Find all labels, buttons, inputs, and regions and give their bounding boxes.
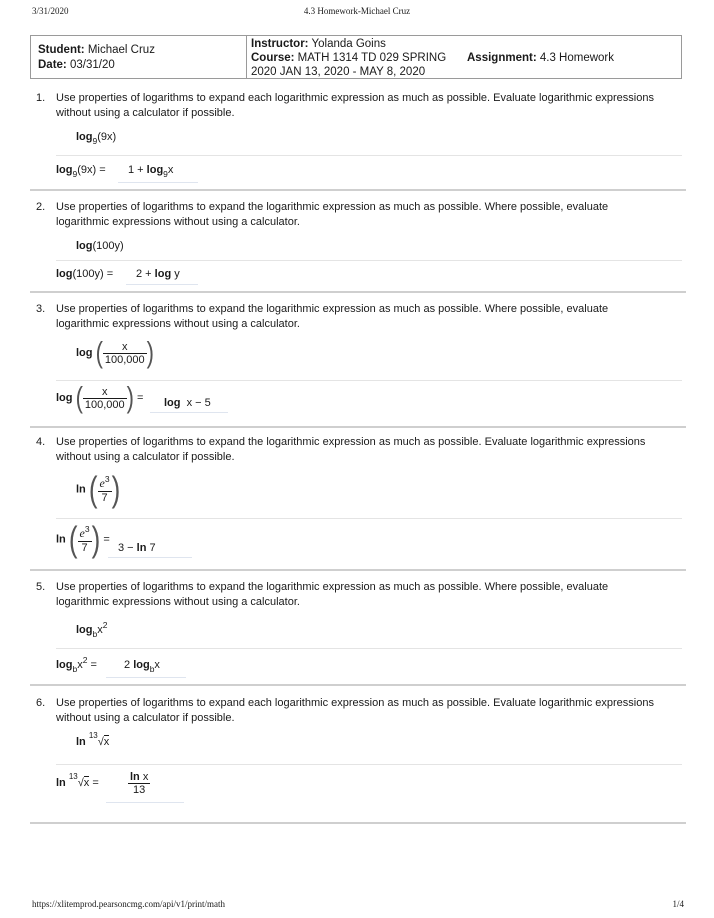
problem-expression <box>76 731 110 748</box>
answer-prompt <box>56 380 144 415</box>
log-operator: log <box>56 391 73 404</box>
right-paren: ) <box>126 380 134 415</box>
problem-expression <box>76 335 154 370</box>
problem-expression <box>76 468 121 510</box>
problem-number: 5. <box>36 581 46 593</box>
log-operator: log <box>133 659 150 671</box>
radical-sign: √ <box>97 736 104 748</box>
assignment-info-box <box>30 35 682 79</box>
print-date: 3/31/2020 <box>32 6 69 16</box>
log-base: b <box>92 629 98 639</box>
problem-instructions <box>56 302 608 332</box>
answer-prompt <box>56 655 97 674</box>
denominator: 7 <box>81 541 88 554</box>
date-row <box>38 58 115 72</box>
log-operator: log <box>146 164 164 176</box>
student-name: Michael Cruz <box>87 44 155 56</box>
fraction <box>78 523 92 554</box>
log-operator: log <box>56 659 73 671</box>
log-variable: x <box>77 659 83 671</box>
course-label: Course: <box>251 52 295 64</box>
numerator: x <box>102 385 108 398</box>
page-number: 1/4 <box>672 899 684 909</box>
answer-variable: x <box>154 659 160 671</box>
log-argument: (9x) <box>97 131 117 143</box>
problem-instructions <box>56 696 654 726</box>
problem-separator <box>30 291 686 293</box>
answer-underline <box>150 412 228 413</box>
fraction <box>103 341 147 366</box>
answer-underline <box>106 802 184 803</box>
equals-sign: = <box>103 533 110 546</box>
separator <box>56 155 682 156</box>
radicand: x <box>83 777 90 789</box>
student-row <box>38 43 155 57</box>
log-variable: x <box>97 624 103 636</box>
instructions-line: Use properties of logarithms to expand each logarithmic expression as much as possible. Evaluate logarithmic expressions <box>56 697 654 709</box>
instructions-line: without using a calculator if possible. <box>56 107 235 119</box>
problem-expression <box>76 240 124 252</box>
log-operator: log <box>76 624 93 636</box>
answer-underline <box>108 557 192 558</box>
problem-number: 2. <box>36 201 46 213</box>
log-argument: (100y) = <box>72 268 114 280</box>
answer-constant: 1 + <box>128 164 144 176</box>
log-argument: (9x) = <box>77 164 106 176</box>
denominator: 100,000 <box>84 398 125 411</box>
answer-prompt <box>56 164 106 179</box>
student-label: Student: <box>38 44 85 56</box>
answer-prompt <box>56 268 113 280</box>
problem-instructions <box>56 91 654 121</box>
problem-separator <box>30 822 686 824</box>
e-constant: e <box>99 475 105 490</box>
log-operator: log <box>76 131 93 143</box>
log-operator: log <box>56 268 73 280</box>
answer-value <box>128 771 150 796</box>
left-paren: ( <box>75 380 83 415</box>
instructions-line: without using a calculator if possible. <box>56 712 235 724</box>
answer-value <box>118 542 156 554</box>
log-operator: log <box>76 240 93 252</box>
info-divider <box>246 36 247 78</box>
problem-number: 6. <box>36 697 46 709</box>
log-base: b <box>72 664 78 674</box>
log-base: 9 <box>92 136 98 146</box>
instructions-line: Use properties of logarithms to expand the logarithmic expression as much as possible. Where possible, evaluate <box>56 581 609 593</box>
instructor-name: Yolanda Goins <box>311 38 386 50</box>
assignment-row <box>467 51 614 65</box>
answer-fraction <box>128 771 150 796</box>
separator <box>56 764 682 765</box>
instructor-label: Instructor: <box>251 38 309 50</box>
log-operator: log <box>154 268 172 280</box>
course-row <box>251 51 446 65</box>
print-url: https://xlitemprod.pearsoncmg.com/api/v1/print/math <box>32 899 225 909</box>
answer-value <box>124 659 160 674</box>
answer-variable: y <box>174 268 180 280</box>
numerator <box>128 771 150 783</box>
answer-variable: x <box>142 771 149 783</box>
course-name: MATH 1314 TD 029 SPRING <box>297 52 447 64</box>
right-paren: ) <box>111 468 121 510</box>
exponent: 3 <box>84 523 90 534</box>
equals-sign: = <box>137 391 144 404</box>
assignment-name: 4.3 Homework <box>539 52 614 64</box>
log-base: b <box>149 664 155 674</box>
problem-instructions <box>56 435 645 465</box>
answer-underline <box>118 182 198 183</box>
answer-prompt <box>56 518 110 560</box>
problem-separator <box>30 189 686 191</box>
equals-sign: = <box>92 777 99 789</box>
date-label: Date: <box>38 59 67 71</box>
log-argument: (100y) <box>92 240 124 252</box>
numerator <box>98 473 112 491</box>
exponent: 2 <box>102 620 108 630</box>
root-index: 13 <box>68 772 78 781</box>
instructions-line: logarithmic expressions without using a calculator. <box>56 216 300 228</box>
e-constant: e <box>79 525 85 540</box>
log-base: 9 <box>163 169 168 179</box>
instructor-row <box>251 37 386 51</box>
print-title: 4.3 Homework-Michael Cruz <box>303 6 411 16</box>
ln-operator: ln <box>76 483 86 496</box>
problem-separator <box>30 426 686 428</box>
answer-expression: x − 5 <box>186 397 211 409</box>
problem-separator <box>30 684 686 686</box>
answer-value <box>128 164 174 179</box>
answer-underline <box>126 284 198 285</box>
instructions-line: Use properties of logarithms to expand each logarithmic expression as much as possible. Evaluate logarithmic expressions <box>56 92 654 104</box>
log-base: 9 <box>72 169 78 179</box>
answer-constant: 2 + <box>136 268 152 280</box>
separator <box>56 380 682 381</box>
answer-constant: 3 − <box>118 542 134 554</box>
problem-instructions <box>56 580 608 610</box>
log-operator: log <box>164 397 181 409</box>
separator <box>56 260 682 261</box>
ln-operator: ln <box>76 736 86 748</box>
right-paren: ) <box>91 518 101 560</box>
left-paren: ( <box>68 518 78 560</box>
fraction <box>98 473 112 504</box>
problem-number: 4. <box>36 436 46 448</box>
problem-expression <box>76 131 117 146</box>
problem-instructions <box>56 200 608 230</box>
exponent: 3 <box>104 473 110 484</box>
instructions-line: Use properties of logarithms to expand the logarithmic expression as much as possible. Where possible, evaluate <box>56 303 609 315</box>
separator <box>56 518 682 519</box>
radical-sign: √ <box>77 777 84 789</box>
denominator: 13 <box>133 784 146 796</box>
log-operator: log <box>56 164 73 176</box>
right-paren: ) <box>146 335 154 370</box>
instructions-line: Use properties of logarithms to expand the logarithmic expression as much as possible. Where possible, evaluate <box>56 201 609 213</box>
left-paren: ( <box>88 468 98 510</box>
left-paren: ( <box>95 335 103 370</box>
fraction <box>83 386 127 411</box>
problem-expression <box>76 620 108 639</box>
answer-constant: 2 <box>124 659 131 671</box>
course-dates: 2020 JAN 13, 2020 - MAY 8, 2020 <box>251 66 426 78</box>
answer-prompt <box>56 772 99 789</box>
instructions-line: logarithmic expressions without using a calculator. <box>56 596 300 608</box>
log-operator: log <box>76 346 93 359</box>
answer-variable: x <box>167 164 174 176</box>
ln-operator: ln <box>56 533 66 546</box>
equals-sign: = <box>90 659 97 671</box>
problem-separator <box>30 569 686 571</box>
assignment-label: Assignment: <box>467 52 537 64</box>
ln-operator: ln <box>136 542 147 554</box>
problem-number: 1. <box>36 92 46 104</box>
ln-operator: ln <box>56 777 66 789</box>
ln-operator: ln <box>130 771 140 783</box>
answer-value <box>164 397 211 409</box>
answer-value <box>136 268 180 280</box>
root-index: 13 <box>88 731 98 740</box>
answer-value-number: 7 <box>149 542 156 554</box>
date-value: 03/31/20 <box>69 59 115 71</box>
denominator: 7 <box>101 491 108 504</box>
numerator <box>78 523 92 541</box>
instructions-line: without using a calculator if possible. <box>56 451 235 463</box>
separator <box>56 648 682 649</box>
instructions-line: Use properties of logarithms to expand the logarithmic expression as much as possible. Evaluate logarithmic expressions <box>56 436 646 448</box>
problem-number: 3. <box>36 303 46 315</box>
numerator: x <box>122 340 128 353</box>
radicand: x <box>103 736 110 748</box>
exponent: 2 <box>82 655 88 665</box>
answer-underline <box>106 677 186 678</box>
instructions-line: logarithmic expressions without using a calculator. <box>56 318 300 330</box>
denominator: 100,000 <box>104 353 145 366</box>
